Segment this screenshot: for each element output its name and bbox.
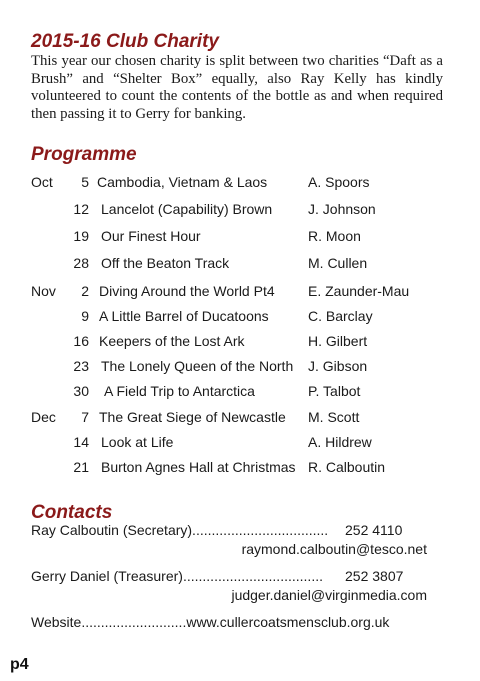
secretary-email: raymond.calboutin@tesco.net (241, 541, 427, 557)
charity-heading: 2015-16 Club Charity (31, 31, 219, 52)
programme-speaker: J. Gibson (308, 358, 368, 374)
programme-speaker: H. Gilbert (308, 333, 368, 349)
programme-speaker: A. Hildrew (308, 434, 372, 450)
programme-month: Nov (31, 283, 56, 299)
programme-title: Keepers of the Lost Ark (99, 333, 245, 349)
programme-title: Off the Beaton Track (101, 255, 230, 271)
programme-row (0, 381, 480, 401)
programme-day: 30 (73, 383, 89, 399)
programme-day: 9 (81, 308, 89, 324)
programme-title: The Great Siege of Newcastle (99, 409, 286, 425)
treasurer-line: Gerry Daniel (Treasurer).................................... (31, 568, 323, 584)
programme-row (0, 172, 480, 192)
programme-day: 12 (73, 201, 89, 217)
programme-speaker: C. Barclay (308, 308, 373, 324)
programme-row (0, 199, 480, 219)
programme-title: Diving Around the World Pt4 (99, 283, 275, 299)
programme-day: 19 (73, 228, 89, 244)
programme-row (0, 356, 480, 376)
programme-day: 16 (73, 333, 89, 349)
treasurer-email: judger.daniel@virginmedia.com (231, 587, 427, 603)
programme-month: Dec (31, 409, 56, 425)
programme-speaker: A. Spoors (308, 174, 370, 190)
programme-day: 7 (81, 409, 89, 425)
programme-day: 28 (73, 255, 89, 271)
programme-title: A Little Barrel of Ducatoons (99, 308, 269, 324)
programme-heading: Programme (31, 144, 137, 165)
page-number: p4 (10, 656, 29, 673)
programme-speaker: M. Scott (308, 409, 360, 425)
programme-title: The Lonely Queen of the North (101, 358, 294, 374)
secretary-line: Ray Calboutin (Secretary)................................... (31, 522, 329, 538)
programme-title: Lancelot (Capability) Brown (101, 201, 273, 217)
programme-speaker: E. Zaunder-Mau (308, 283, 410, 299)
programme-row (0, 226, 480, 246)
treasurer-phone: 252 3807 (345, 568, 404, 584)
programme-speaker: M. Cullen (308, 255, 368, 271)
programme-row (0, 457, 480, 477)
programme-row (0, 407, 480, 427)
programme-title: A Field Trip to Antarctica (104, 383, 255, 399)
programme-month: Oct (31, 174, 53, 190)
programme-day: 23 (73, 358, 89, 374)
programme-title: Look at Life (101, 434, 174, 450)
programme-day: 2 (81, 283, 89, 299)
programme-speaker: R. Calboutin (308, 459, 386, 475)
programme-speaker: J. Johnson (308, 201, 376, 217)
charity-text: This year our chosen charity is split between two charities “Daft as a Brush” and “Shelter Box” equally, also Ray Kelly has kindly volunteered to count the contents of the bottle as and when required then passing it to Gerry for banking. (31, 53, 443, 122)
contacts-heading: Contacts (31, 502, 113, 523)
secretary-phone: 252 4110 (345, 522, 403, 538)
programme-row (0, 253, 480, 273)
programme-speaker: R. Moon (308, 228, 361, 244)
programme-row (0, 432, 480, 452)
programme-row (0, 331, 480, 351)
programme-day: 21 (73, 459, 89, 475)
programme-day: 14 (73, 434, 89, 450)
programme-row (0, 306, 480, 326)
programme-title: Our Finest Hour (101, 228, 201, 244)
website-line: Website...........................www.cullercoatsmensclub.org.uk (31, 614, 390, 630)
programme-day: 5 (81, 174, 89, 190)
programme-speaker: P. Talbot (308, 383, 361, 399)
programme-row (0, 281, 480, 301)
programme-title: Cambodia, Vietnam & Laos (97, 174, 268, 190)
programme-title: Burton Agnes Hall at Christmas (101, 459, 296, 475)
